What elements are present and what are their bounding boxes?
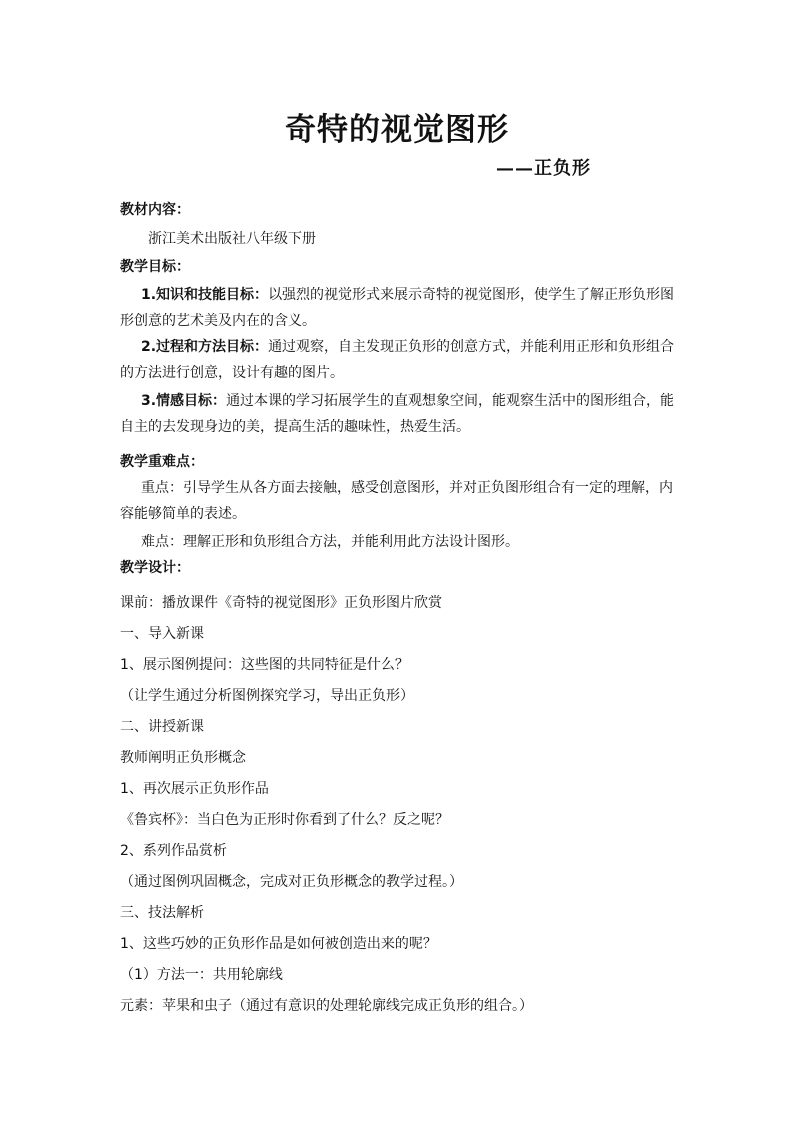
goal-1-text-b: 形创意的艺术美及内在的含义。 bbox=[120, 313, 316, 329]
key-point-line-b: 容能够简单的表述。 bbox=[120, 506, 246, 522]
goal-3-line-a bbox=[141, 392, 701, 410]
document-subtitle: ——正负形 bbox=[496, 158, 591, 179]
key-point-line-a: 重点：引导学生从各方面去接触，感受创意图形，并对正负图形组合有一定的理解，内 bbox=[141, 480, 673, 496]
goal-2-text-a: 通过观察，自主发现正负形的创意方式，并能利用正形和负形组合 bbox=[268, 339, 675, 355]
design-line: 1、再次展示正负形作品 bbox=[120, 781, 269, 797]
goal-2-line-a bbox=[141, 338, 701, 356]
goal-1-text-a: 以强烈的视觉形式来展示奇特的视觉图形，使学生了解正形负形图 bbox=[268, 287, 675, 303]
goal-2-label: 2.过程和方法目标： bbox=[141, 339, 269, 355]
material-text: 浙江美术出版社八年级下册 bbox=[148, 231, 316, 247]
design-line: 教师阐明正负形概念 bbox=[120, 750, 246, 766]
design-line: （通过图例巩固概念，完成对正负形概念的教学过程。） bbox=[120, 874, 463, 890]
goal-3-label: 3.情感目标： bbox=[141, 393, 227, 409]
design-line: 元素：苹果和虫子（通过有意识的处理轮廓线完成正负形的组合。） bbox=[120, 998, 533, 1014]
design-line: （让学生通过分析图例探究学习，导出正负形） bbox=[120, 688, 414, 704]
design-line: 2、系列作品赏析 bbox=[120, 843, 227, 859]
design-line: 1、这些巧妙的正负形作品是如何被创造出来的呢？ bbox=[120, 936, 437, 952]
goal-2-text-b: 的方法进行创意，设计有趣的图片。 bbox=[120, 365, 344, 381]
goal-3-text-b: 自主的去发现身边的美，提高生活的趣味性，热爱生活。 bbox=[120, 419, 470, 435]
design-line: 三、技法解析 bbox=[120, 905, 204, 921]
design-line: 一、导入新课 bbox=[120, 626, 204, 642]
heading-goals: 教学目标： bbox=[120, 259, 190, 275]
design-line: 《鲁宾杯》：当白色为正形时你看到了什么？反之呢？ bbox=[120, 812, 449, 828]
goal-1-line-a bbox=[141, 286, 701, 304]
design-line: 二、讲授新课 bbox=[120, 719, 204, 735]
heading-material: 教材内容： bbox=[120, 202, 190, 218]
goal-3-text-a: 通过本课的学习拓展学生的直观想象空间，能观察生活中的图形组合，能 bbox=[226, 393, 675, 409]
heading-design: 教学设计： bbox=[120, 560, 190, 576]
document-title: 奇特的视觉图形 bbox=[285, 112, 509, 148]
goal-1-label: 1.知识和技能目标： bbox=[141, 287, 269, 303]
heading-difficulty: 教学重难点： bbox=[120, 454, 204, 470]
design-line: 1、展示图例提问：这些图的共同特征是什么？ bbox=[120, 657, 409, 673]
design-line: 课前：播放课件《奇特的视觉图形》正负形图片欣赏 bbox=[120, 595, 442, 611]
difficult-point: 难点：理解正形和负形组合方法，并能利用此方法设计图形。 bbox=[141, 534, 519, 550]
design-line: （1）方法一：共用轮廓线 bbox=[120, 967, 283, 983]
